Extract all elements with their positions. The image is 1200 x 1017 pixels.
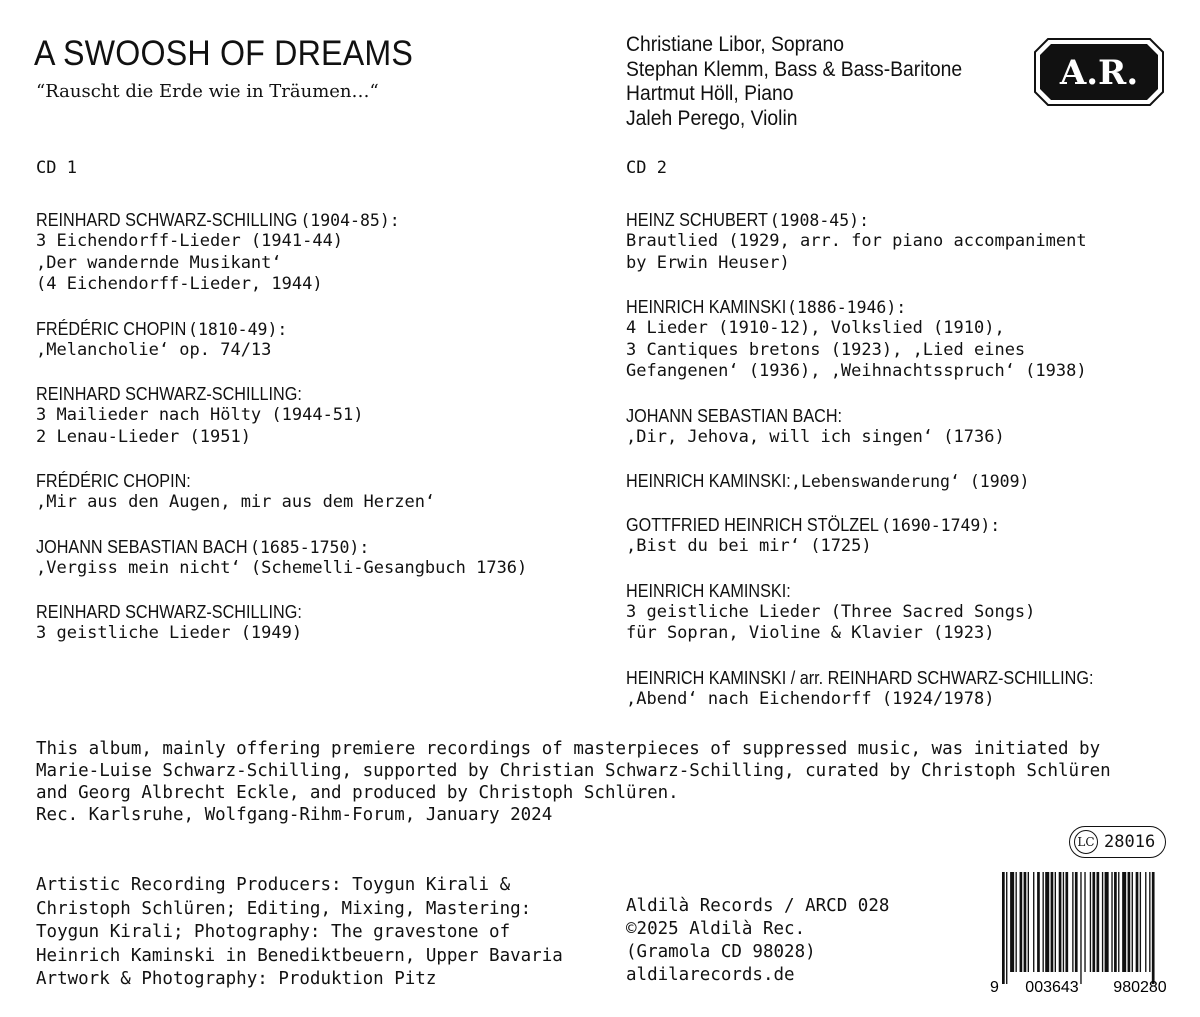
performers-list <box>626 33 991 131</box>
barcode-bar <box>1065 872 1068 972</box>
composer-dates: (1886-1946): <box>787 298 907 317</box>
work-line: 3 Cantiques bretons (1923), ‚Lied eines <box>626 339 1026 360</box>
track-entry <box>626 580 1166 645</box>
performer: Jaleh Perego, Violin <box>626 106 798 130</box>
work-line: Brautlied (1929, arr. for piano accompaniment <box>626 231 1087 251</box>
track-entry <box>626 667 1166 711</box>
work-line: 3 geistliche Lieder (Three Sacred Songs) <box>626 601 1036 622</box>
composer-dates: (1690-1749): <box>881 516 1001 535</box>
work-line: ‚Dir, Jehova, will ich singen‘ (1736) <box>626 426 1005 447</box>
ar-logo <box>1034 38 1164 106</box>
work-line: ‚Der wandernde Musikant‘ <box>36 252 282 273</box>
track-entry <box>36 383 616 448</box>
work-line: 3 geistliche Lieder (1949) <box>36 623 303 643</box>
performer: Hartmut Höll, Piano <box>626 82 794 105</box>
barcode-bar <box>1024 872 1027 972</box>
work-line: 2 Lenau-Lieder (1951) <box>36 426 251 447</box>
composer-name: FRÉDÉRIC CHOPIN <box>36 318 187 339</box>
composer-name: HEINRICH KAMINSKI <box>626 297 787 317</box>
label-line: Aldilà Records / ARCD 028 <box>626 896 890 916</box>
barcode-bar <box>1072 872 1073 972</box>
track-entry <box>36 209 616 296</box>
composer-dates: (1904-85): <box>300 211 400 230</box>
composer-name: HEINZ SCHUBERT <box>626 210 768 230</box>
producers-line: Artwork & Photography: Produktion Pitz <box>36 969 437 989</box>
credits-line: Rec. Karlsruhe, Wolfgang-Rihm-Forum, January 2024 <box>36 805 553 825</box>
barcode-bar <box>1122 872 1126 972</box>
composer-name: HEINRICH KAMINSKI: <box>626 471 791 491</box>
lc-prefix: LC <box>1074 830 1098 854</box>
logo-text: A.R. <box>1059 53 1139 93</box>
label-line: aldilarecords.de <box>626 965 795 985</box>
work-line: 3 Mailieder nach Hölty (1944-51) <box>36 405 364 425</box>
work-line: Gefangenen‘ (1936), ‚Weihnachtsspruch‘ (1938) <box>626 361 1087 381</box>
barcode-bar <box>1045 872 1049 972</box>
barcode-bar <box>1010 872 1014 972</box>
barcode-bar <box>1149 872 1150 972</box>
track-entry <box>36 536 616 580</box>
barcode-digit-first: 9 <box>990 979 999 996</box>
work-line: ‚Vergiss mein nicht‘ (Schemelli-Gesangbuch 1736) <box>36 557 528 578</box>
performer: Stephan Klemm, Bass & Bass-Baritone <box>626 57 963 81</box>
barcode-bar <box>1075 872 1078 972</box>
composer-name: JOHANN SEBASTIAN BACH <box>36 536 248 557</box>
producers-line: Artistic Recording Producers: Toygun Kirali & <box>36 875 511 895</box>
barcode-bar <box>1114 872 1117 972</box>
composer-name: FRÉDÉRIC CHOPIN: <box>36 471 191 491</box>
cd1-label: CD 1 <box>36 158 77 178</box>
barcode-bar <box>1118 872 1119 972</box>
barcode-bars <box>1002 872 1155 984</box>
track-entry <box>626 405 1166 449</box>
barcode-bar <box>1055 872 1056 972</box>
composer-dates: (1908-45): <box>769 211 870 230</box>
barcode-bar <box>1084 872 1085 972</box>
album-subtitle: “Rauscht die Erde wie in Träumen…“ <box>36 81 379 102</box>
work-line: 4 Lieder (1910-12), Volkslied (1910), <box>626 318 1005 338</box>
barcode-bar <box>1016 872 1017 972</box>
barcode-bar <box>1028 872 1029 972</box>
label-info-block <box>626 895 889 987</box>
barcode-bar <box>1006 872 1007 984</box>
barcode-bar <box>1152 872 1155 984</box>
barcode-digits-right: 980280 <box>1113 979 1167 996</box>
label-line: ©2025 Aldilà Rec. <box>626 919 806 939</box>
barcode-bar <box>1037 872 1040 972</box>
barcode-bar <box>1105 872 1109 972</box>
credits-block <box>36 738 1111 826</box>
track-entry <box>36 601 616 645</box>
barcode-bar <box>1090 872 1091 972</box>
barcode <box>988 868 1184 996</box>
composer-dates: ‚Lebenswanderung‘ (1909) <box>791 472 1030 491</box>
producers-line: Christoph Schlüren; Editing, Mixing, Mastering: <box>36 898 532 919</box>
producers-line: Toygun Kirali; Photography: The gravestone of <box>36 922 511 942</box>
barcode-bar <box>1043 872 1044 972</box>
composer-name: REINHARD SCHWARZ-SCHILLING: <box>36 384 302 404</box>
label-code <box>1069 826 1166 858</box>
barcode-bar <box>1102 872 1103 972</box>
work-line: ‚Abend‘ nach Eichendorff (1924/1978) <box>626 688 995 709</box>
barcode-bar <box>1033 872 1034 972</box>
track-entry <box>626 209 1166 274</box>
work-line: ‚Mir aus den Augen, mir aus dem Herzen‘ <box>36 492 436 512</box>
performer: Christiane Libor, Soprano <box>626 33 845 56</box>
composer-name: HEINRICH KAMINSKI: <box>626 580 791 601</box>
composer-name: HEINRICH KAMINSKI / arr. REINHARD SCHWARZ-SCHILLING: <box>626 667 1094 688</box>
producers-block <box>36 874 563 992</box>
producers-line: Heinrich Kaminski in Benediktbeuern, Upper Bavaria <box>36 945 563 966</box>
barcode-bar <box>1145 872 1146 972</box>
work-line: ‚Melancholie‘ op. 74/13 <box>36 339 272 360</box>
composer-dates: (1685-1750): <box>250 537 370 557</box>
composer-name: JOHANN SEBASTIAN BACH: <box>626 405 843 426</box>
barcode-bar <box>1132 872 1133 972</box>
barcode-bar <box>1051 872 1054 972</box>
album-title: A SWOOSH OF DREAMS <box>34 34 414 73</box>
barcode-bar <box>1080 872 1081 984</box>
lc-number: 28016 <box>1104 832 1156 852</box>
composer-dates: (1810-49): <box>188 319 288 339</box>
work-line: by Erwin Heuser) <box>626 252 790 273</box>
barcode-bar <box>1136 872 1139 972</box>
work-line: ‚Bist du bei mir‘ (1725) <box>626 536 872 556</box>
work-line: (4 Eichendorff-Lieder, 1944) <box>36 274 323 294</box>
barcode-bar <box>1059 872 1062 972</box>
barcode-digits-left: 003643 <box>1025 979 1079 996</box>
credits-line: This album, mainly offering premiere recordings of masterpieces of suppressed music, was initiated by <box>36 739 1101 759</box>
track-entry <box>626 470 1166 492</box>
label-line: (Gramola CD 98028) <box>626 942 816 962</box>
credits-line: and Georg Albrecht Eckle, and produced by Christoph Schlüren. <box>36 783 679 803</box>
barcode-bar <box>1111 872 1112 972</box>
barcode-bar <box>1128 872 1131 972</box>
barcode-bar <box>1063 872 1064 972</box>
cd1-tracklist <box>36 158 616 667</box>
track-entry <box>626 296 1166 383</box>
track-entry <box>36 318 616 362</box>
track-entry <box>36 470 616 514</box>
composer-name: REINHARD SCHWARZ-SCHILLING <box>36 210 298 230</box>
composer-name: REINHARD SCHWARZ-SCHILLING: <box>36 602 302 622</box>
barcode-bar <box>1020 872 1023 972</box>
credits-line: Marie-Luise Schwarz-Schilling, supported by Christian Schwarz-Schilling, curated by Christoph Schlüren <box>36 761 1111 781</box>
barcode-bar <box>1097 872 1100 972</box>
track-entry <box>626 514 1166 558</box>
composer-name: GOTTFRIED HEINRICH STÖLZEL <box>626 515 879 535</box>
barcode-bar <box>1140 872 1141 972</box>
work-line: 3 Eichendorff-Lieder (1941-44) <box>36 231 344 251</box>
cd2-tracklist <box>626 158 1166 732</box>
barcode-bar <box>1092 872 1095 972</box>
work-line: für Sopran, Violine & Klavier (1923) <box>626 623 995 643</box>
cd2-label: CD 2 <box>626 158 667 178</box>
barcode-bar <box>1002 872 1005 984</box>
